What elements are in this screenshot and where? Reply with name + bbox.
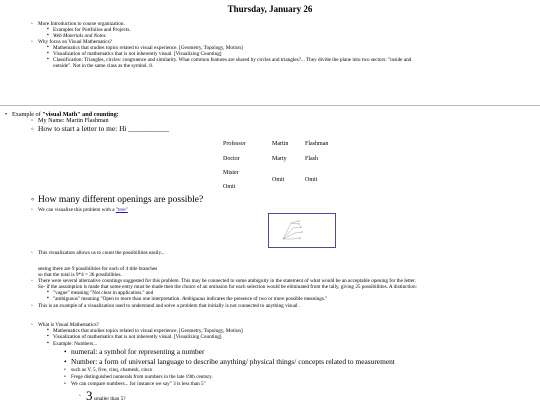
table-cell: Omit [272,177,285,183]
smaller-text: smaller than 5? [93,396,126,402]
list-item: ▪ Example: Numbers... [53,341,97,347]
table-cell: Professor [223,141,246,147]
my-name: ◦ My Name: Martin Flashman [38,117,109,124]
list-item [86,388,126,403]
example-title: "visual Math" and counting: [42,111,119,118]
tree-diagram-image[interactable] [268,213,336,248]
list-item: ◦ This is an example of a visualization used to understand and solve a problem that initially is not connected to anything visual . [38,303,300,309]
ambiguous-suffix: indicates the presence of two or more possible meanings." [205,296,328,302]
how-many-heading: ◦ How many different openings are possible? [38,195,203,205]
example-label: Example of [12,111,43,118]
list-item: • We can compare numbers... for instance we say" 3 is less than 5" [71,381,206,387]
how-to-start: ◦ How to start a letter to me: Hi ___________ [38,124,169,133]
list-item-continued: outside". Not in the same class as the symbol. 8. [53,63,154,69]
list-item [53,296,327,302]
tree-diagram-icon [269,214,335,247]
divider [0,105,540,106]
table-cell: Doctor [223,156,240,162]
list-item: ◦ More Introduction to course organization. [38,21,125,27]
table-cell: Marty [272,156,287,162]
visualize-text: We can visualize this problem with a [38,207,116,213]
table-cell: Omit [223,184,236,190]
ambiguous-text: "ambiguous" meaning "Open to more than one interpretation. [53,296,182,302]
list-item: ◦ Why focus on Visual Mathematics? [38,39,112,45]
list-item: • Frege distinguished numerals from numbers in the late 19th century. [71,374,213,380]
tree-link[interactable]: "tree" [115,207,128,213]
list-item: ▪ Classification: Triangles, circles: congruence and similarity. What common features are shared by circles and triangles?... They divide the plane into two sectors: "inside and [53,57,411,63]
table-cell: Flashman [305,141,329,147]
paragraph-line: seeing there are 9 possibilities for each of 4 title branches [38,266,158,272]
list-item: ▪ Web Materials and Notes. [53,33,107,39]
list-item-continued: So- if the assumption is made that some entry must be made then the choice of an omission for each selection would be eliminated from the tally, giving 25 possibilities. A distinction: [38,284,417,290]
table-cell: Martin [272,141,289,147]
paragraph-line: so that the total is 9*4 = 36 possibilities. [38,272,122,278]
list-item: ◦ What is Visual Mathematics? [38,322,99,328]
list-item: ▪ Mathematics that studies topics related to visual experience. [Geometry, Topology, Motion] [53,328,243,334]
list-item: • numeral: a symbol for representing a number [71,347,204,356]
list-item: ▪ Examples for Portfolios and Projects. [53,27,131,33]
list-item: • such as V, 5, five, cinq, chamesh, cinco [71,367,152,373]
table-cell: Flash [305,156,319,162]
list-item: ▪ "vague" meaning "Not clear in application." and [53,290,153,296]
list-item: ▪ Mathematics that studies topics related to visual experience. [Geometry, Topology, Motion] [53,45,243,51]
list-item [38,207,128,213]
list-item: ▪ Visualization of mathematics that is not inherently visual. [Visualizing Counting] [53,334,222,340]
list-item: ◦ This visualization allows us to count the possibilities easily... [38,250,165,256]
list-item: ▪ Visualization of mathematics that is not inherently visual. [Visualizing Counting] [53,51,222,57]
ambiguous-italic: Ambiguous [181,296,206,302]
table-cell: Omit [305,177,318,183]
page-title: Thursday, January 26 [227,4,313,14]
list-item: ◦ There were several alternative countings suggested for this problem. This may be connected to some ambiguity in the statement of what would be an acceptable opening for the letter. [38,278,416,284]
table-cell: Mister [223,170,239,176]
list-item: • Number: a form of universal language to describe anything/ physical things/ concepts related to measurement [71,357,395,366]
numeral-three: 3 [86,388,93,403]
